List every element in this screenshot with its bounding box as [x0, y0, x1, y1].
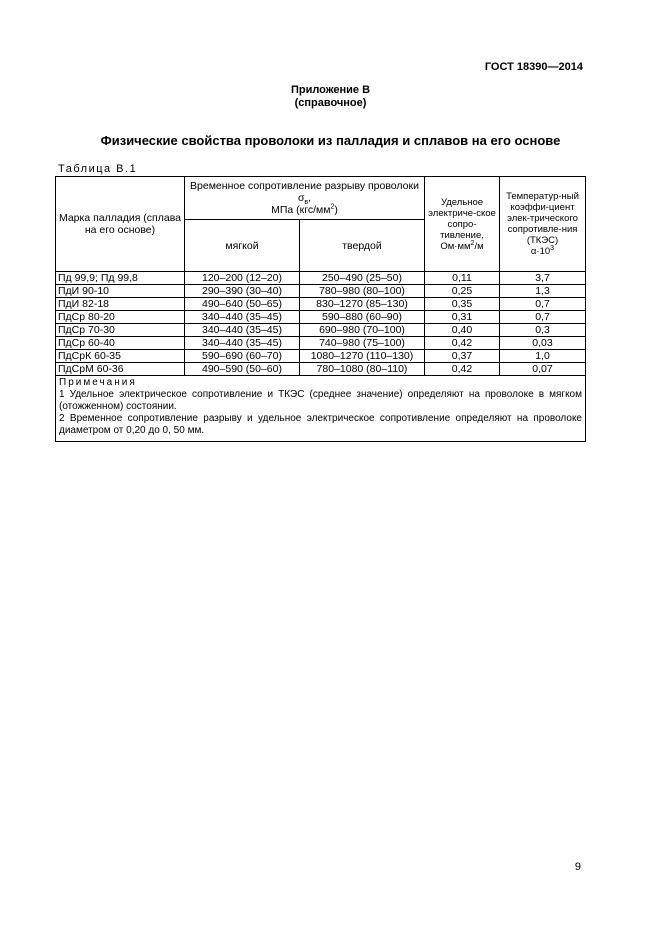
cell-resistivity: 0,37	[425, 350, 500, 363]
table-row	[56, 285, 586, 298]
note-2: 2 Временное сопротивление разрыву и удельное электрическое сопротивление определяют на проволоке диаметром от 0,20 до 0, 50 мм.	[59, 413, 582, 436]
cell-soft: 290–390 (30–40)	[185, 285, 300, 298]
header-hard: твердой	[300, 220, 425, 272]
cell-hard: 780–980 (80–100)	[300, 285, 425, 298]
table-caption: Таблица В.1	[58, 163, 138, 175]
header-resistivity	[425, 177, 500, 272]
cell-resistivity: 0,31	[425, 311, 500, 324]
header-tcr-unit	[502, 246, 583, 257]
cell-soft: 490–590 (50–60)	[185, 363, 300, 376]
cell-hard: 590–880 (60–90)	[300, 311, 425, 324]
cell-hard: 690–980 (70–100)	[300, 324, 425, 337]
cell-grade: ПдИ 82-18	[56, 298, 185, 311]
cell-tcr: 0,07	[500, 363, 586, 376]
header-strength-line1: Временное сопротивление разрыву проволоки	[190, 180, 419, 192]
table-row	[56, 272, 586, 285]
appendix-title	[0, 84, 661, 110]
cell-tcr: 0,03	[500, 337, 586, 350]
cell-soft: 490–640 (50–65)	[185, 298, 300, 311]
table-row	[56, 337, 586, 350]
cell-resistivity: 0,42	[425, 363, 500, 376]
table-row	[56, 324, 586, 337]
cell-tcr: 0,3	[500, 324, 586, 337]
header-strength-unit-sup: 2	[330, 203, 335, 211]
header-strength-sigma-sub: в	[304, 199, 309, 207]
header-resistivity-text: Удельное электриче-ское сопро-тивление,	[428, 196, 496, 241]
cell-resistivity: 0,40	[425, 324, 500, 337]
header-resistivity-unit-end: /м	[474, 240, 484, 252]
cell-resistivity: 0,42	[425, 337, 500, 350]
header-tcr-unit-sup: 3	[550, 244, 555, 252]
cell-tcr: 0,7	[500, 298, 586, 311]
cell-grade: ПдСрК 60-35	[56, 350, 185, 363]
header-tcr	[500, 177, 586, 272]
header-strength-unit-end: )	[334, 204, 338, 216]
cell-soft: 120–200 (12–20)	[185, 272, 300, 285]
cell-grade: ПдСр 60-40	[56, 337, 185, 350]
document-code: ГОСТ 18390—2014	[484, 61, 583, 73]
cell-resistivity: 0,35	[425, 298, 500, 311]
cell-grade: ПдСр 70-30	[56, 324, 185, 337]
table-row	[56, 311, 586, 324]
table-notes	[56, 376, 586, 442]
cell-resistivity: 0,11	[425, 272, 500, 285]
header-strength-unit-text: МПа (кгс/мм	[271, 204, 331, 216]
cell-hard: 250–490 (25–50)	[300, 272, 425, 285]
table-row	[56, 350, 586, 363]
note-1: 1 Удельное электрическое сопротивление и ТКЭС (среднее значение) определяют на проволоке в мягком (отожженном) состоянии.	[59, 389, 582, 412]
cell-soft: 340–440 (35–45)	[185, 337, 300, 350]
cell-soft: 590–690 (60–70)	[185, 350, 300, 363]
header-tcr-text: Температур-ный коэффи-циент элек-трического сопротивле-ния (ТКЭС)	[506, 191, 579, 246]
cell-resistivity: 0,25	[425, 285, 500, 298]
cell-hard: 1080–1270 (110–130)	[300, 350, 425, 363]
cell-hard: 830–1270 (85–130)	[300, 298, 425, 311]
properties-table	[55, 176, 586, 442]
cell-soft: 340–440 (35–45)	[185, 324, 300, 337]
cell-hard: 780–1080 (80–110)	[300, 363, 425, 376]
header-resistivity-unit	[427, 241, 497, 252]
header-tcr-unit-text: α·10	[530, 246, 551, 257]
header-strength-unit	[187, 204, 422, 216]
table-row	[56, 363, 586, 376]
page-number: 9	[574, 861, 581, 873]
section-heading: Физические свойства проволоки из палладия и сплавов на его основе	[100, 133, 561, 148]
cell-hard: 740–980 (75–100)	[300, 337, 425, 350]
header-grade: Марка палладия (сплава на его основе)	[56, 177, 185, 272]
header-soft: мягкой	[185, 220, 300, 272]
appendix-subtitle: (справочное)	[294, 97, 367, 109]
notes-title: Примечания	[59, 377, 137, 388]
cell-grade: Пд 99,9; Пд 99,8	[56, 272, 185, 285]
table-row	[56, 298, 586, 311]
cell-tcr: 1,3	[500, 285, 586, 298]
cell-grade: ПдСр 80-20	[56, 311, 185, 324]
cell-grade: ПдИ 90-10	[56, 285, 185, 298]
header-strength	[185, 177, 425, 220]
header-resistivity-unit-text: Ом·мм	[440, 240, 471, 252]
appendix-title-text: Приложение В	[290, 84, 371, 96]
cell-tcr: 3,7	[500, 272, 586, 285]
cell-tcr: 0,7	[500, 311, 586, 324]
header-strength-sigma: σ	[297, 192, 305, 204]
header-strength-symbol: $\sigma_в$,	[297, 192, 312, 207]
cell-soft: 340–440 (35–45)	[185, 311, 300, 324]
cell-grade: ПдСрМ 60-36	[56, 363, 185, 376]
cell-tcr: 1,0	[500, 350, 586, 363]
header-resistivity-unit-sup: 2	[470, 239, 475, 247]
